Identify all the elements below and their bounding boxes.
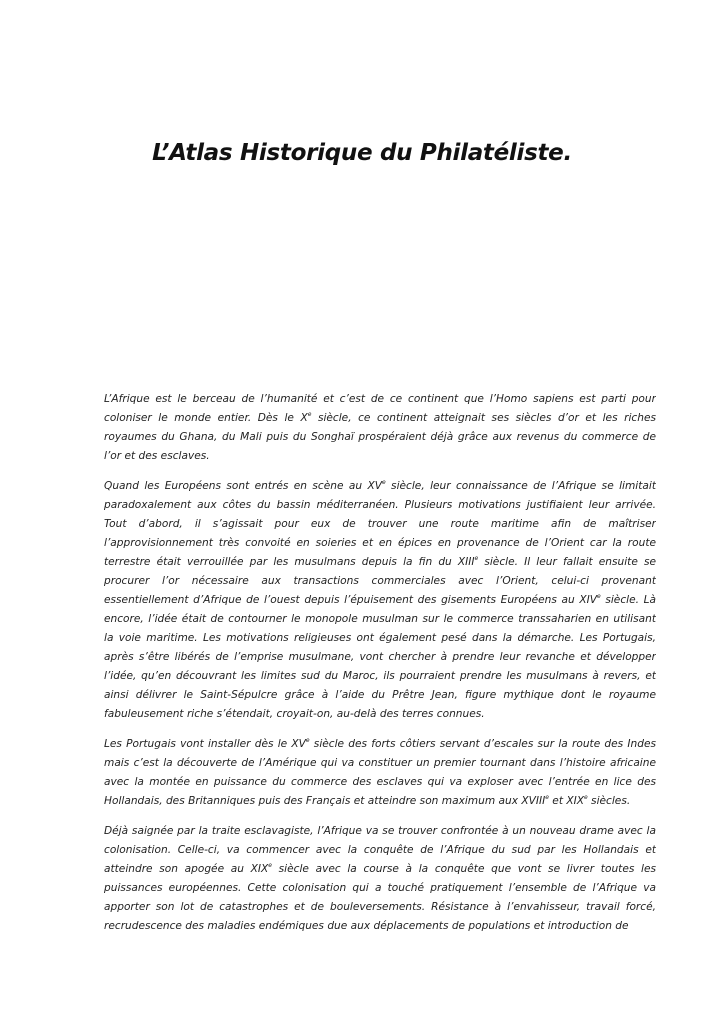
text-line: procurer l’or nécessaire aux transactions commerciales avec l’Orient, celui-ci provenant	[104, 575, 656, 587]
text-line: encore, l’idée était de contourner le monopole musulman sur le commerce transsaharien en utilisant	[104, 613, 656, 625]
paragraph	[104, 735, 656, 811]
text-line: l’idée, qu’en découvrant les limites sud du Maroc, ils pourraient prendre les musulmans à revers, et	[104, 670, 656, 682]
text-line: fabuleusement riche s’étendait, croyait-on, au-delà des terres connues.	[104, 708, 485, 720]
text-line: colonisation. Celle-ci, va commencer avec la conquête de l’Afrique du sud par les Hollandais et	[104, 844, 656, 856]
text-line: royaumes du Ghana, du Mali puis du Songhaï prospéraient déjà grâce aux revenus du commerce de	[104, 431, 656, 443]
document-title: L’Atlas Historique du Philatéliste.	[152, 140, 572, 166]
text-line: Tout d’abord, il s’agissait pour eux de trouver une route maritime afin de maîtriser	[104, 518, 656, 530]
text-line: L’Afrique est le berceau de l’humanité et c’est de ce continent que l’Homo sapiens est parti pour	[104, 393, 656, 405]
text-line: ainsi délivrer le Saint-Sépulcre grâce à l’aide du Prêtre Jean, figure mythique dont le royaume	[104, 689, 656, 701]
text-line: puissances européennes. Cette colonisation qui a touché pratiquement l’ensemble de l’Afrique va	[104, 882, 656, 894]
text-line: paradoxalement aux côtes du bassin méditerranéen. Plusieurs motivations justifiaient leur arrivée.	[104, 499, 656, 511]
paragraph	[104, 390, 656, 466]
text-line: apporter son lot de catastrophes et de bouleversements. Résistance à l’envahisseur, travail forcé,	[104, 901, 656, 913]
text-line: atteindre son apogée au XIXe siècle avec la course à la conquête que vont se livrer toutes les	[104, 862, 656, 875]
text-line: avec la montée en puissance du commerce des esclaves qui va exploser avec l’entrée en lice des	[104, 776, 656, 788]
text-line: Hollandais, des Britanniques puis des Français et atteindre son maximum aux XVIIIe et XIXe siècles.	[104, 794, 631, 807]
text-line: l’approvisionnement très convoité en soieries et en épices en provenance de l’Orient car la route	[104, 537, 656, 549]
text-line: l’or et des esclaves.	[104, 450, 210, 462]
document-body	[104, 390, 656, 947]
text-line: essentiellement d’Afrique de l’ouest depuis l’épuisement des gisements Européens au XIVe siècle. Là	[104, 593, 656, 606]
text-line: recrudescence des maladies endémiques due aux déplacements de populations et introduction de	[104, 920, 629, 932]
text-line: coloniser le monde entier. Dès le Xe siècle, ce continent atteignait ses siècles d’or et les riches	[104, 411, 656, 424]
paragraph	[104, 477, 656, 724]
text-line: Déjà saignée par la traite esclavagiste, l’Afrique va se trouver confrontée à un nouveau drame avec la	[104, 825, 656, 837]
text-line: mais c’est la découverte de l’Amérique qui va constituer un premier tournant dans l’histoire africaine	[104, 757, 656, 769]
text-line: après s’être libérés de l’emprise musulmane, vont chercher à prendre leur revanche et développer	[104, 651, 656, 663]
text-line: la voie maritime. Les motivations religieuses ont également pesé dans la démarche. Les Portugais,	[104, 632, 656, 644]
text-line: Quand les Européens sont entrés en scène au XVe siècle, leur connaissance de l’Afrique se limitait	[104, 479, 656, 492]
text-line: Les Portugais vont installer dès le XVe siècle des forts côtiers servant d’escales sur la route des Indes	[104, 737, 656, 750]
text-line: terrestre était verrouillée par les musulmans depuis la fin du XIIIe siècle. Il leur fallait ensuite se	[104, 555, 656, 568]
paragraph	[104, 822, 656, 936]
